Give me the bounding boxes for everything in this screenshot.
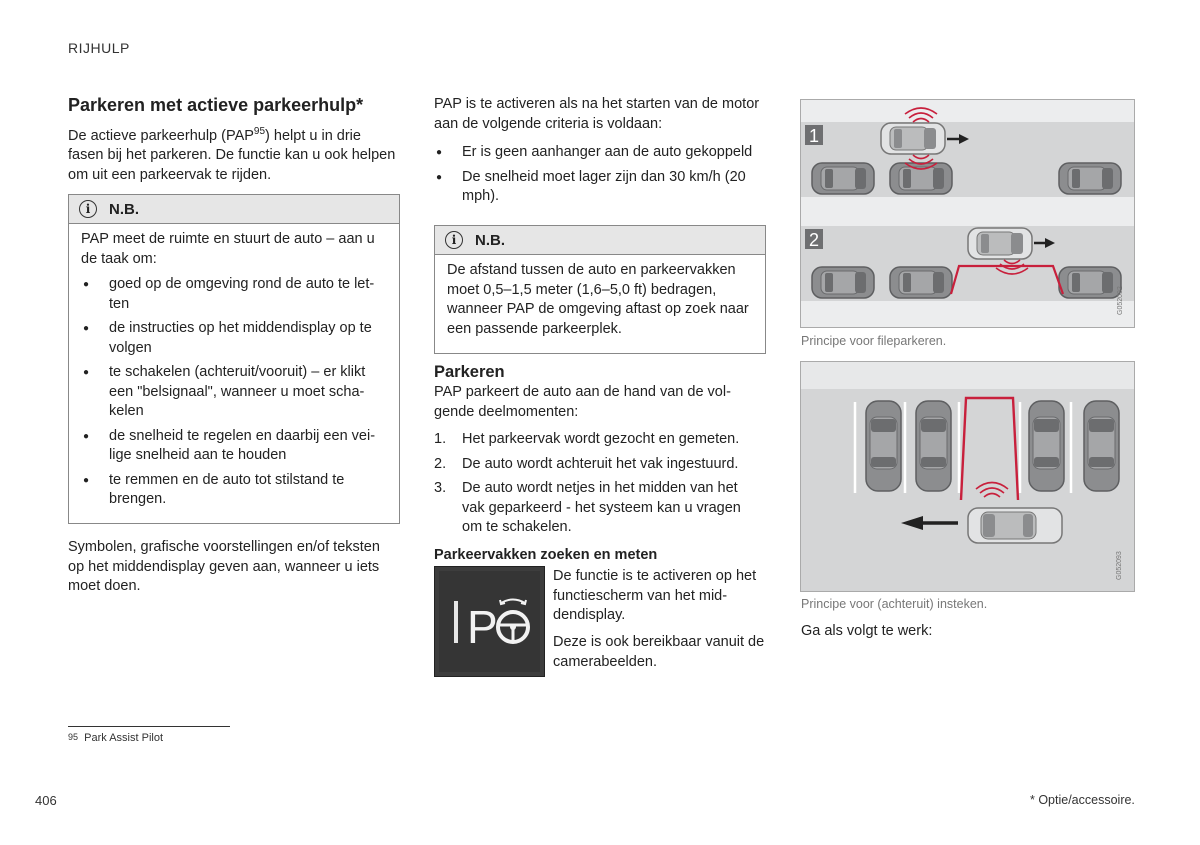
list-item: ● De snelheid moet lager zijn dan 30 km/h (20 mph). bbox=[434, 168, 766, 207]
step-label-1: 1 bbox=[809, 126, 820, 146]
figure-parallel-parking bbox=[800, 99, 1135, 328]
outro-paragraph: Symbolen, grafische voorstellingen en/of teksten op het middendisplay geven aan, wanneer u iets moet doen. bbox=[68, 539, 380, 594]
list-item: ● te schakelen (achteruit/vooruit) – er klikt een "belsignaal", wanneer u moet schakelen bbox=[81, 363, 387, 422]
step-number: 3. bbox=[434, 480, 447, 496]
subsection-text-2: Deze is ook bereikbaar vanuit de camerabeelden. bbox=[553, 634, 765, 670]
note-heading: N.B. bbox=[109, 200, 139, 218]
criteria-intro: PAP is te activeren als na het starten van de motor aan de volgende criteria is voldaan: bbox=[434, 96, 760, 132]
step-label-2: 2 bbox=[809, 230, 820, 250]
note-header bbox=[435, 226, 765, 255]
page-number: 406 bbox=[35, 793, 57, 808]
note-box-pap bbox=[68, 194, 400, 524]
note-text: PAP meet de ruimte en stuurt de auto – aan u de taak om: bbox=[81, 231, 375, 267]
page-title: Parkeren met actieve parkeerhulp* bbox=[68, 95, 364, 115]
info-icon: i bbox=[445, 231, 463, 249]
figure-caption-1: Principe voor fileparkeren. bbox=[801, 334, 947, 348]
note-box-distance bbox=[434, 225, 766, 354]
subsection-text-1: De functie is te activeren op het functiescherm van het middendisplay. bbox=[553, 568, 757, 623]
steps-list bbox=[434, 430, 759, 543]
parkeren-intro: PAP parkeert de auto aan de hand van de volgende deelmomenten: bbox=[434, 384, 731, 420]
list-item: ● Er is geen aanhanger aan de auto gekoppeld bbox=[434, 143, 766, 163]
step-item bbox=[434, 455, 759, 475]
section-title-parkeren: Parkeren bbox=[434, 363, 505, 381]
note-bullet-list bbox=[81, 275, 387, 510]
figure-caption-2: Principe voor (achteruit) insteken. bbox=[801, 597, 988, 611]
optional-note: * Optie/accessoire. bbox=[1030, 793, 1135, 807]
footnote-text: Park Assist Pilot bbox=[84, 732, 163, 744]
note-header bbox=[69, 195, 399, 224]
intro-text-a: De actieve parkeerhulp (PAP bbox=[68, 127, 254, 144]
footnote-ref: 95 bbox=[253, 126, 266, 137]
info-icon: i bbox=[79, 200, 97, 218]
step-text: De auto wordt achteruit het vak ingestuurd. bbox=[462, 455, 739, 472]
step-text: Het parkeervak wordt gezocht en gemeten. bbox=[462, 431, 740, 447]
list-item: ● goed op de omgeving rond de auto te letten bbox=[81, 275, 387, 314]
list-item: ● de snelheid te regelen en daarbij een veilige snelheid aan te houden bbox=[81, 427, 387, 466]
list-item: ● de instructies op het middendisplay op te volgen bbox=[81, 319, 387, 358]
footnote-number: 95 bbox=[68, 732, 79, 742]
step-text: De auto wordt netjes in het midden van het vak geparkeerd - het systeem kan u vragen om te schakelen. bbox=[462, 480, 741, 535]
subsection-title: Parkeervakken zoeken en meten bbox=[434, 547, 658, 563]
criteria-list bbox=[434, 143, 766, 212]
note-text: De afstand tussen de auto en parkeervakken moet 0,5–1,5 meter (1,6–5,0 ft) bedragen, wanneer PAP de omgeving aftast op zoek naar een passende parkeerplek. bbox=[447, 262, 749, 337]
park-assist-button-icon bbox=[434, 566, 545, 677]
section-header: RIJHULP bbox=[68, 40, 130, 56]
note-body bbox=[435, 255, 765, 353]
step-number: 1. bbox=[434, 431, 447, 447]
figure-perpendicular-parking bbox=[800, 361, 1135, 592]
svg-text:P: P bbox=[467, 601, 498, 653]
step-item bbox=[434, 479, 759, 538]
note-heading: N.B. bbox=[475, 231, 505, 249]
step-item bbox=[434, 430, 759, 450]
footnote-divider bbox=[68, 726, 230, 727]
intro-paragraph bbox=[68, 122, 398, 185]
note-body bbox=[69, 224, 399, 523]
figure-code: G052092 bbox=[1117, 286, 1124, 315]
instruction-text: Ga als volgt te werk: bbox=[801, 623, 933, 639]
intro-text-b: ) helpt u in drie fasen bij het parkeren. De functie kan u ook helpen om uit een parkeervak te rijden. bbox=[68, 127, 396, 183]
figure-code: G052093 bbox=[1116, 551, 1123, 580]
step-number: 2. bbox=[434, 455, 447, 472]
list-item: ● te remmen en de auto tot stilstand te brengen. bbox=[81, 471, 387, 510]
footnote bbox=[68, 732, 163, 744]
